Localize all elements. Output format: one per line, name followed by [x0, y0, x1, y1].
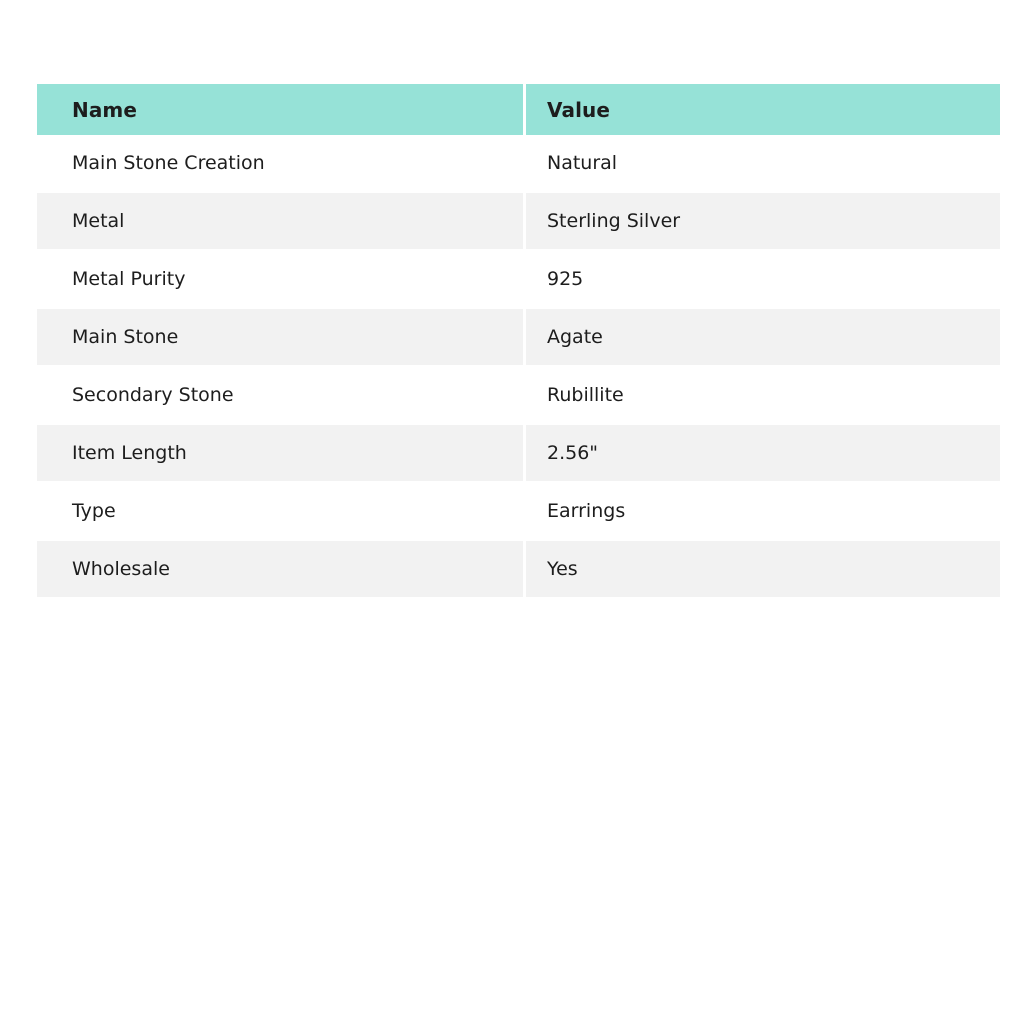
table-row	[37, 251, 1000, 309]
row-value-cell: Sterling Silver	[526, 193, 1000, 249]
row-value-cell: Earrings	[526, 483, 1000, 539]
table-row	[37, 483, 1000, 541]
row-value-cell: Rubillite	[526, 367, 1000, 423]
row-name-cell: Wholesale	[37, 541, 523, 597]
product-spec-table	[37, 84, 1000, 599]
row-value-cell: Natural	[526, 135, 1000, 191]
row-value-cell: Yes	[526, 541, 1000, 597]
table-row	[37, 309, 1000, 367]
row-name-cell: Item Length	[37, 425, 523, 481]
row-name-cell: Main Stone	[37, 309, 523, 365]
header-cell-value: Value	[526, 84, 1000, 135]
row-value-cell: 2.56"	[526, 425, 1000, 481]
row-value-cell: Agate	[526, 309, 1000, 365]
table-header-row	[37, 84, 1000, 135]
row-name-cell: Main Stone Creation	[37, 135, 523, 191]
table-row	[37, 135, 1000, 193]
row-name-cell: Type	[37, 483, 523, 539]
table-body	[37, 135, 1000, 599]
header-cell-name: Name	[37, 84, 523, 135]
row-name-cell: Metal Purity	[37, 251, 523, 307]
table-row	[37, 541, 1000, 599]
row-value-cell: 925	[526, 251, 1000, 307]
row-name-cell: Metal	[37, 193, 523, 249]
table-row	[37, 367, 1000, 425]
table-row	[37, 425, 1000, 483]
row-name-cell: Secondary Stone	[37, 367, 523, 423]
table-row	[37, 193, 1000, 251]
